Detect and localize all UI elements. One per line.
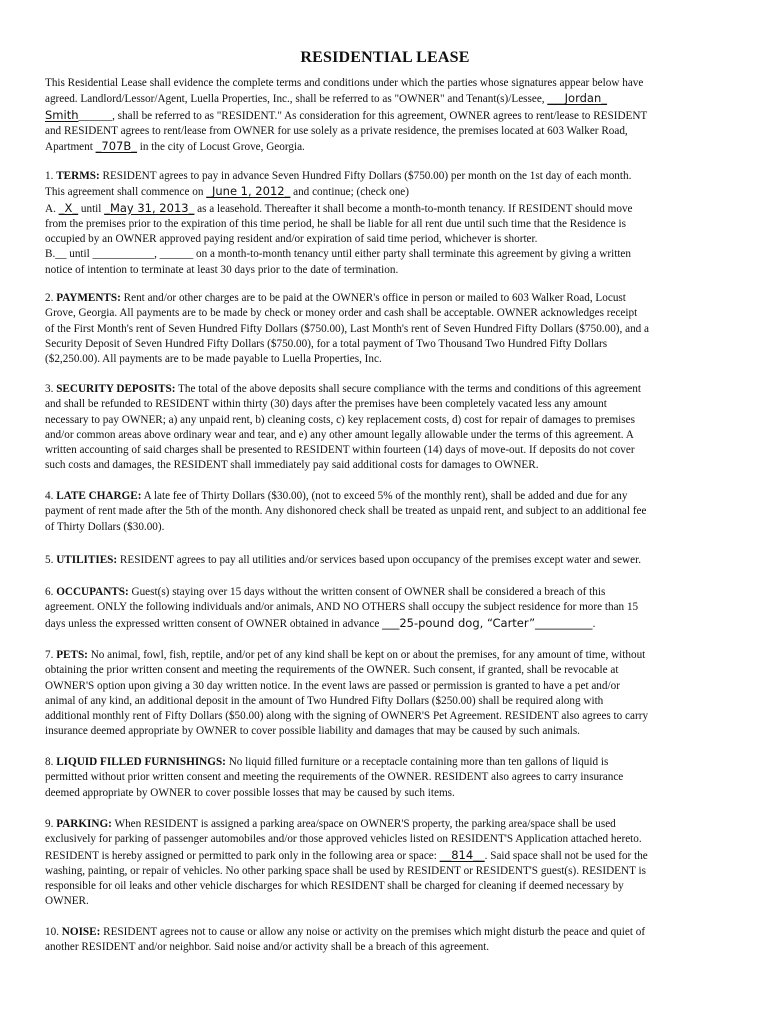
liquid-line-1: [45, 755, 727, 770]
parking-section: [45, 817, 727, 910]
occupants-field[interactable]: ___25-pound dog, “Carter”__________: [382, 615, 593, 630]
terms-line-3: [45, 201, 727, 217]
payments-line-1: [45, 291, 727, 306]
utilities-number: 5.: [45, 554, 57, 566]
tenant-name-field-1[interactable]: ___Jordan_: [547, 91, 607, 106]
security-heading: SECURITY DEPOSITS:: [56, 383, 176, 395]
occupants-section: [45, 585, 727, 632]
terms-line-2: [45, 184, 727, 200]
option-a-checkbox-field[interactable]: _X_: [58, 200, 79, 215]
pets-line-6: insurance deemed appropriate by OWNER to cover possible liability and damages that may be caused by such animals.: [45, 725, 580, 738]
terms-line-2-text-a: This agreement shall commence on: [45, 186, 207, 199]
pets-line-1-text: No animal, fowl, fish, reptile, and/or pet of any kind shall be kept on or about the premises, for any amount of time, without: [87, 649, 646, 661]
security-number: 3.: [45, 383, 57, 395]
parking-line-3-text: RESIDENT is hereby assigned or permitted to park only in the following area or space:: [45, 849, 440, 862]
pets-heading: PETS:: [56, 649, 88, 661]
end-date-field[interactable]: _May 31, 2013_: [104, 200, 195, 215]
noise-line-1: [45, 925, 727, 940]
terms-line-3-text: as a leasehold. Thereafter it shall become a month-to-month tenancy. If RESIDENT should move: [194, 202, 633, 215]
noise-line-2: another RESIDENT and/or neighbor. Said noise and/or activity shall be a breach of this agreement.: [45, 941, 490, 954]
late-line-2: payment of rent made after the 5th of the month. Any dishonored check shall be treated as unpaid rent, and subject to an additional fee: [45, 505, 647, 518]
late-heading: LATE CHARGE:: [56, 490, 142, 502]
occupants-heading: OCCUPANTS:: [56, 586, 129, 598]
pets-section: [45, 648, 727, 740]
apartment-field[interactable]: _707B_: [95, 139, 137, 154]
security-section: [45, 382, 727, 474]
terms-number: 1.: [45, 170, 57, 182]
occupants-line-1: [45, 585, 727, 600]
parking-line-6: OWNER.: [45, 895, 89, 908]
occupants-line-1-text: Guest(s) staying over 15 days without the written consent of OWNER shall be considered a breach of this: [128, 586, 606, 598]
intro-line-1: This Residential Lease shall evidence the complete terms and conditions under which the parties whose signatures appear below have: [45, 77, 644, 89]
parking-line-1: [45, 817, 727, 832]
security-line-3: necessary to pay OWNER; a) any unpaid rent, b) cleaning costs, c) key replacement costs, d) cost for repair of damages to premises: [45, 413, 635, 426]
security-line-4: and/or common areas above ordinary wear and tear, and e) any other amount legally allowable under the terms of this agreement. A: [45, 428, 634, 441]
intro-line-3: [45, 108, 727, 124]
document-title: RESIDENTIAL LEASE: [300, 49, 470, 66]
terms-line-3-until: until: [78, 202, 105, 215]
terms-line-1: [45, 169, 727, 184]
occupants-line-3: [45, 616, 727, 632]
terms-section: [45, 169, 727, 278]
intro-line-5-text-b: in the city of Locust Grove, Georgia.: [136, 141, 305, 154]
terms-line-5: occupied by an OWNER approved paying resident and/or expiration of said time period, whichever is shorter.: [45, 233, 538, 246]
parking-line-2: exclusively for parking of passenger automobiles and/or those approved vehicles listed on RESIDENT'S Application attached hereto.: [45, 833, 642, 846]
intro-line-5-text-a: Apartment: [45, 141, 96, 154]
terms-line-7: notice of intention to terminate at least 30 days prior to the date of termination.: [45, 263, 399, 276]
parking-line-1-text: When RESIDENT is assigned a parking area/space on OWNER'S property, the parking area/space shall be used: [111, 818, 616, 830]
payments-line-4: Security Deposit of Seven Hundred Fifty Dollars ($750.00), for a total payment of Two Thousand Two Hundred Fifty Dollars: [45, 337, 608, 350]
tenant-name-field-2[interactable]: Smith: [45, 107, 79, 122]
intro-line-2-text: agreed. Landlord/Lessor/Agent, Luella Properties, Inc., shall be referred to as "OWNER" and Tenant(s)/Lessee,: [45, 93, 548, 106]
parking-line-3-end: . Said space shall not be used for the: [484, 849, 648, 862]
utilities-section: [45, 553, 727, 568]
parking-line-4: washing, painting, or repair of vehicles. No other parking space shall be used by RESIDENT or RESIDENT'S guest(s). RESIDENT is: [45, 864, 646, 877]
pets-number: 7.: [45, 649, 57, 661]
occupants-number: 6.: [45, 586, 57, 598]
occupants-line-3-end: .: [592, 617, 596, 630]
late-number: 4.: [45, 490, 57, 502]
utilities-heading: UTILITIES:: [56, 554, 118, 566]
terms-line-2-text-b: and continue; (check one): [290, 186, 409, 199]
liquid-section: [45, 755, 727, 801]
liquid-line-1-text: No liquid filled furniture or a receptacle containing more than ten gallons of liquid is: [225, 756, 609, 768]
pets-line-1: [45, 648, 727, 663]
liquid-line-3: deemed appropriate by OWNER to cover possible losses that may be caused by such items.: [45, 786, 455, 799]
intro-line-5: [45, 139, 727, 155]
terms-line-6: B.__ until ___________, ______ on a month-to-month tenancy until either party shall terminate this agreement by giving a written: [45, 248, 631, 261]
intro-line-4: and RESIDENT agrees to rent/lease from OWNER for use solely as a private residence, the premises located at 603 Walker Road,: [45, 124, 628, 137]
parking-space-field[interactable]: __814__: [439, 847, 485, 862]
parking-heading: PARKING:: [56, 818, 112, 830]
payments-line-1-text: Rent and/or other charges are to be paid at the OWNER's office in person or mailed to 603 Walker Road, Locust: [120, 292, 626, 304]
intro-paragraph: [45, 76, 727, 155]
late-charge-section: [45, 489, 727, 535]
parking-line-5: responsible for oil leaks and other vehicle discharges for which RESIDENT shall be charged for cleaning if deemed necessary by: [45, 880, 624, 893]
liquid-line-2: permitted without prior written consent and meeting the requirements of the OWNER. RESIDENT also agrees to carry insurance: [45, 771, 624, 784]
terms-line-1-text: RESIDENT agrees to pay in advance Seven Hundred Fifty Dollars ($750.00) per month on the 1st day of each month.: [99, 170, 632, 182]
noise-section: [45, 925, 727, 956]
security-line-5: written accounting of said charges shall be presented to RESIDENT within fourteen (14) days of move-out. If deposits do not cover: [45, 444, 635, 457]
security-line-1-text: The total of the above deposits shall secure compliance with the terms and conditions of this agreement: [175, 383, 641, 395]
payments-number: 2.: [45, 292, 57, 304]
intro-line-3-text: ______, shall be referred to as "RESIDENT." As consideration for this agreement, OWNER agrees to rent/lease to RESIDENT: [78, 109, 648, 122]
intro-line-2: [45, 91, 727, 107]
pets-line-3: OWNER'S option upon giving a 30 day written notice. In the event laws are passed or permission is granted to have a pet and/or: [45, 679, 620, 692]
security-line-2: and shall be refunded to RESIDENT within thirty (30) days after the premises have been completely vacated less any amount: [45, 398, 607, 411]
late-line-3: of Thirty Dollars ($30.00).: [45, 520, 165, 533]
noise-number: 10.: [45, 926, 62, 938]
start-date-field[interactable]: _June 1, 2012_: [206, 184, 291, 199]
payments-line-2: Grove, Georgia. All payments are to be made by check or money order and cash shall be acceptable. OWNER acknowledges receipt: [45, 307, 638, 320]
noise-heading: NOISE:: [61, 926, 101, 938]
terms-line-4: from the premises prior to the expiration of this time period, he shall be liable for all rent due until such time that the Residence is: [45, 217, 626, 230]
payments-heading: PAYMENTS:: [56, 292, 121, 304]
liquid-number: 8.: [45, 756, 57, 768]
late-line-1: [45, 489, 727, 504]
payments-line-5: ($2,250.00). All payments are to be made payable to Luella Properties, Inc.: [45, 353, 382, 366]
pets-line-4: animal of any kind, an additional deposit in the amount of Two Hundred Fifty Dollars ($250.00) shall be required along with: [45, 694, 604, 707]
terms-heading: TERMS:: [56, 170, 100, 182]
liquid-heading: LIQUID FILLED FURNISHINGS:: [56, 756, 226, 768]
parking-line-3: [45, 848, 727, 864]
payments-line-3: of the First Month's rent of Seven Hundred Fifty Dollars ($750.00), Last Month's rent of Seven Hundred Fifty Dollars ($750.00), and a: [45, 322, 650, 335]
noise-line-1-text: RESIDENT agrees not to cause or allow any noise or activity on the premises which might disturb the peace and quiet of: [100, 926, 646, 938]
utilities-line-1: [45, 553, 727, 568]
security-line-1: [45, 382, 727, 397]
option-a-label: A.: [45, 202, 59, 215]
occupants-line-2: agreement. ONLY the following individuals and/or animals, AND NO OTHERS shall occupy the subject residence for more than 15: [45, 601, 639, 614]
late-line-1-text: A late fee of Thirty Dollars ($30.00), (not to exceed 5% of the monthly rent), shall be added and due for any: [141, 490, 628, 502]
occupants-line-3-text: days unless the expressed written consent of OWNER obtained in advance: [45, 617, 383, 630]
payments-section: [45, 291, 727, 367]
pets-line-5: additional monthly rent of Fifty Dollars ($50.00) along with the signing of OWNER'S Pet Agreement. RESIDENT also agrees to carry: [45, 710, 649, 723]
pets-line-2: obtaining the prior written consent and meeting the requirements of the OWNER. Such consent, if granted, shall be revocable at: [45, 664, 619, 677]
parking-number: 9.: [45, 818, 57, 830]
security-line-6: such costs and damages, the RESIDENT shall immediately pay said additional costs for damages to OWNER.: [45, 459, 539, 472]
utilities-line-1-text: RESIDENT agrees to pay all utilities and/or services based upon occupancy of the premises except water and sewer.: [117, 554, 642, 566]
